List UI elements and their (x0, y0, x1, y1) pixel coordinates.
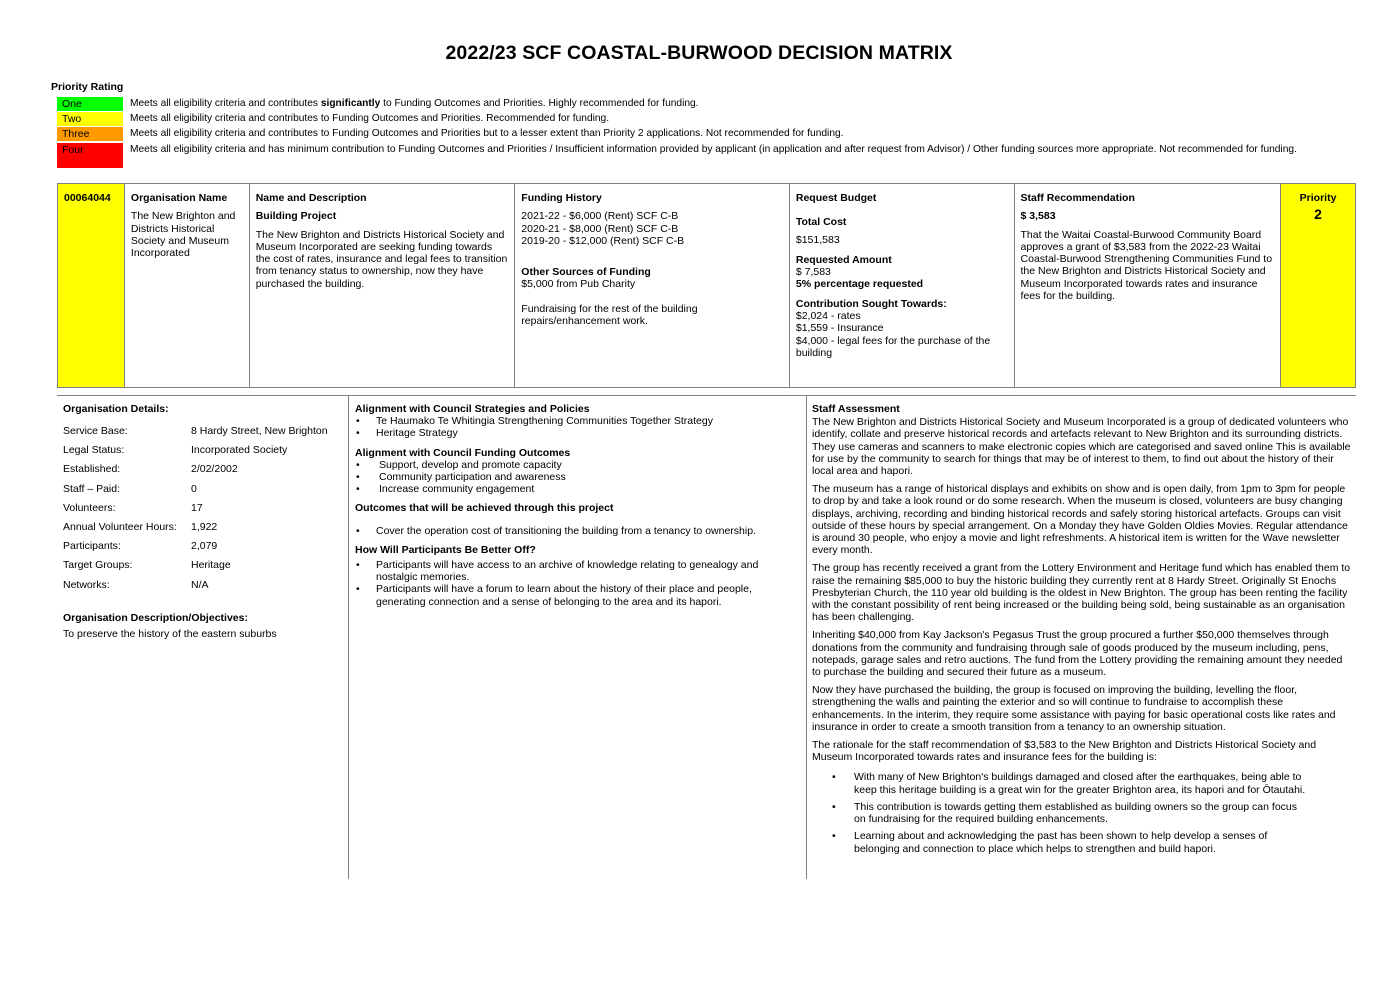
decision-matrix-table (57, 183, 1356, 388)
priority-row-three (57, 127, 1317, 141)
column-divider (806, 395, 807, 879)
priority-swatch-three: Three (57, 127, 123, 141)
assessment-paragraph: The rationale for the staff recommendation of $3,583 to the New Brighton and Districts Historical Society and Museum Incorporated towards rates and insurance fees for the building is: (812, 739, 1317, 764)
priority-desc-two: Meets all eligibility criteria and contributes to Funding Outcomes and Priorities. Recommended for funding. (130, 113, 610, 124)
fundraising-note: Fundraising for the rest of the building repairs/enhancement work. (521, 302, 698, 328)
staff-recommendation-text: That the Waitai Coastal-Burwood Community Board approves a grant of $3,583 from the 2022-23 Waitai Coastal-Burwood Strengthening Communities Fund to the New Brighton and Districts Historical Society and Museum Incorporated towards rates and insurance fees for the building. (1020, 228, 1273, 303)
list-item: • Learning about and acknowledging the past has been shown to help develop a senses of belonging and connection to place which helps to strengthen and build hapori. (812, 830, 1306, 854)
priority-swatch-two: Two (57, 112, 123, 126)
priority-heading: Priority (1299, 192, 1337, 204)
achieved-list (355, 525, 795, 537)
list-item: • Heritage Strategy (355, 427, 795, 439)
assessment-paragraph: The New Brighton and Districts Historical Society and Museum Incorporated is a group of dedicated volunteers who identify, collate and preserve historical records and artefacts relevant to New Brighton and its surrounding districts. They use cameras and scanners to make electronic copies which are categorised and saved online This is available for use by the community to search for things that may be of interest to them, to find out about the history of their local area and hapori. (812, 416, 1351, 478)
assessment-paragraph: Now they have purchased the building, the group is focused on improving the building, levelling the floor, strengthening the walls and painting the exterior and so will continue to fundraise to accomplish these enhancements. In the interim, they require some assistance with paying for basic operational costs like rates and insurance in order to create a smooth transition from a tenancy to an ownership situation. (812, 684, 1336, 733)
priority-desc-four: Meets all eligibility criteria and has minimum contribution to Funding Outcomes and Priorities / Insufficient information provided by applicant (in application and after request from Advisor) / Other funding sources more appropriate. Not recommended for funding. (130, 144, 1297, 155)
funding-history-heading: Funding History (521, 192, 602, 204)
request-budget-cell (790, 184, 1015, 387)
application-id-cell (58, 184, 125, 387)
org-detail-row: Established: 2/02/2002 (63, 463, 238, 476)
list-item: • This contribution is towards getting them established as building owners so the group can focus on fundraising for the required building enhancements. (812, 801, 1306, 825)
strategies-list (355, 415, 795, 439)
list-item: • Participants will have access to an archive of knowledge relating to genealogy and nostalgic memories. (355, 559, 776, 583)
priority-swatch-four: Four (57, 143, 123, 168)
outcomes-heading: Alignment with Council Funding Outcomes (355, 446, 571, 459)
list-item: • Te Haumako Te Whitingia Strengthening Communities Together Strategy (355, 415, 795, 427)
assessment-paragraph: The museum has a range of historical displays and exhibits on show and is open daily, from 1pm to 3pm for people to drop by and take a look round or do some research. When the museum is closed, volunteers are busy changing displays, archiving, recording and binding historical records and safely storing historical artefacts. Groups can visit outside of these hours by special arrangement. On a Monday they have Golden Oldies Movies. Regular attendance is around 30 people, who enjoy a movie and light refreshments. A historical item is written for the Wave newsletter every month. (812, 483, 1348, 557)
contribution-heading: Contribution Sought Towards: (795, 297, 947, 310)
org-detail-row: Volunteers: 17 (63, 501, 203, 514)
staff-assessment (812, 403, 1352, 860)
priority-row-one (57, 97, 1317, 111)
priority-cell (1281, 184, 1355, 387)
assessment-paragraph: Inheriting $40,000 from Kay Jackson's Pegasus Trust the group procured a further $50,000 themselves through donations from the community and fundraising through sale of goods produced by the museum including, pens, notepads, garage sales and retro auctions. The fund from the Lottery providing the remaining amount they needed to purchase the building and secured their future as a museum. (812, 629, 1343, 679)
staff-recommendation-cell (1015, 184, 1282, 387)
application-id: 00064044 (64, 192, 111, 204)
org-name-cell (125, 184, 250, 387)
funding-history-item: 2021-22 - $6,000 (Rent) SCF C-B (521, 210, 679, 223)
requested-amount-label: Requested Amount (795, 253, 892, 266)
list-item: • With many of New Brighton's buildings damaged and closed after the earthquakes, being able to keep this heritage building is a great win for the greater Brighton area, its hapori and for Ōtautahi. (812, 771, 1306, 795)
priority-row-four (57, 143, 1317, 168)
priority-swatch-one: One (57, 97, 123, 111)
better-off-list (355, 559, 795, 608)
funding-history-item: 2020-21 - $8,000 (Rent) SCF C-B (521, 222, 679, 235)
contribution-item: $2,024 - rates (795, 310, 861, 323)
staff-assessment-heading: Staff Assessment (812, 403, 900, 415)
list-item: • Participants will have a forum to learn about the history of their place and people, generating connection and a sense of belonging to the area and its hapori. (355, 583, 776, 607)
org-detail-row: Annual Volunteer Hours: 1,922 (63, 520, 218, 533)
list-item: • Support, develop and promote capacity (355, 459, 795, 471)
priority-desc-three: Meets all eligibility criteria and contributes to Funding Outcomes and Priorities but to a lesser extent than Priority 2 applications. Not recommended for funding. (130, 128, 844, 139)
column-divider (348, 395, 349, 879)
project-description: The New Brighton and Districts Historical Society and Museum Incorporated are seeking funding towards the cost of rates, insurance and legal fees to transition from tenancy status to ownership, now they have purchased the building. (255, 228, 508, 290)
assessment-paragraph: The group has recently received a grant from the Lottery Environment and Heritage fund which has enabled them to raise the remaining $85,000 to buy the historic building they currently rent at 8 Hardy Street. Originally St Enochs Presbyterian Church, the 110 year old building is the oldest in New Brighton. The group has been renting the facility with the constant possibility of rent being increased or the building being sold, being sustainable as an organisation has been challenging. (812, 562, 1351, 624)
org-detail-row: Staff – Paid: 0 (63, 482, 197, 495)
total-cost-label: Total Cost (795, 216, 847, 229)
organisation-details (63, 403, 343, 640)
requested-amount-value: $ 7,583 (795, 266, 831, 279)
org-description-heading: Organisation Description/Objectives: (63, 611, 248, 624)
org-detail-row: Service Base: 8 Hardy Street, New Brighton (63, 425, 328, 437)
percentage-requested: 5% percentage requested (795, 278, 924, 291)
org-detail-row: Participants: 2,079 (63, 540, 218, 553)
other-sources: $5,000 from Pub Charity (521, 278, 636, 291)
org-name: The New Brighton and Districts Historical Society and Museum Incorporated (130, 210, 236, 260)
staff-recommendation-heading: Staff Recommendation (1020, 192, 1135, 204)
request-budget-heading: Request Budget (795, 192, 877, 204)
strategies-heading: Alignment with Council Strategies and Policies (355, 403, 590, 415)
better-off-heading: How Will Participants Be Better Off? (355, 543, 536, 556)
list-item: • Community participation and awareness (355, 471, 795, 483)
outcomes-list (355, 459, 795, 496)
funding-history-cell (515, 184, 790, 387)
priority-desc-one: Meets all eligibility criteria and contributes significantly to Funding Outcomes and Priorities. Highly recommended for funding. (130, 98, 699, 109)
alignment-section (355, 403, 795, 608)
org-detail-row: Legal Status: Incorporated Society (63, 444, 288, 457)
project-name: Building Project (255, 210, 337, 223)
contribution-item: $4,000 - legal fees for the purchase of the building (795, 334, 991, 359)
org-name-heading: Organisation Name (130, 192, 228, 204)
org-detail-row: Networks: N/A (63, 578, 209, 591)
list-item: • Increase community engagement (355, 483, 795, 495)
org-description: To preserve the history of the eastern suburbs (63, 627, 277, 640)
contribution-item: $1,559 - Insurance (795, 322, 884, 335)
other-sources-heading: Other Sources of Funding (521, 266, 651, 279)
funding-history-item: 2019-20 - $12,000 (Rent) SCF C-B (521, 234, 685, 247)
priority-value: 2 (1314, 206, 1322, 223)
list-item: • Cover the operation cost of transitioning the building from a tenancy to ownership. (355, 525, 795, 537)
priority-rating-heading: Priority Rating (51, 81, 124, 93)
achieved-heading: Outcomes that will be achieved through this project (355, 502, 614, 515)
priority-row-two (57, 112, 1317, 126)
org-details-heading: Organisation Details: (63, 403, 169, 415)
page-title: 2022/23 SCF COASTAL-BURWOOD DECISION MATRIX (445, 42, 953, 64)
name-description-cell (250, 184, 516, 387)
org-detail-row: Target Groups: Heritage (63, 559, 231, 572)
rationale-list (812, 771, 1352, 854)
name-description-heading: Name and Description (255, 192, 367, 204)
total-cost-value: $151,583 (795, 233, 840, 246)
staff-recommendation-amount: $ 3,583 (1020, 210, 1056, 223)
